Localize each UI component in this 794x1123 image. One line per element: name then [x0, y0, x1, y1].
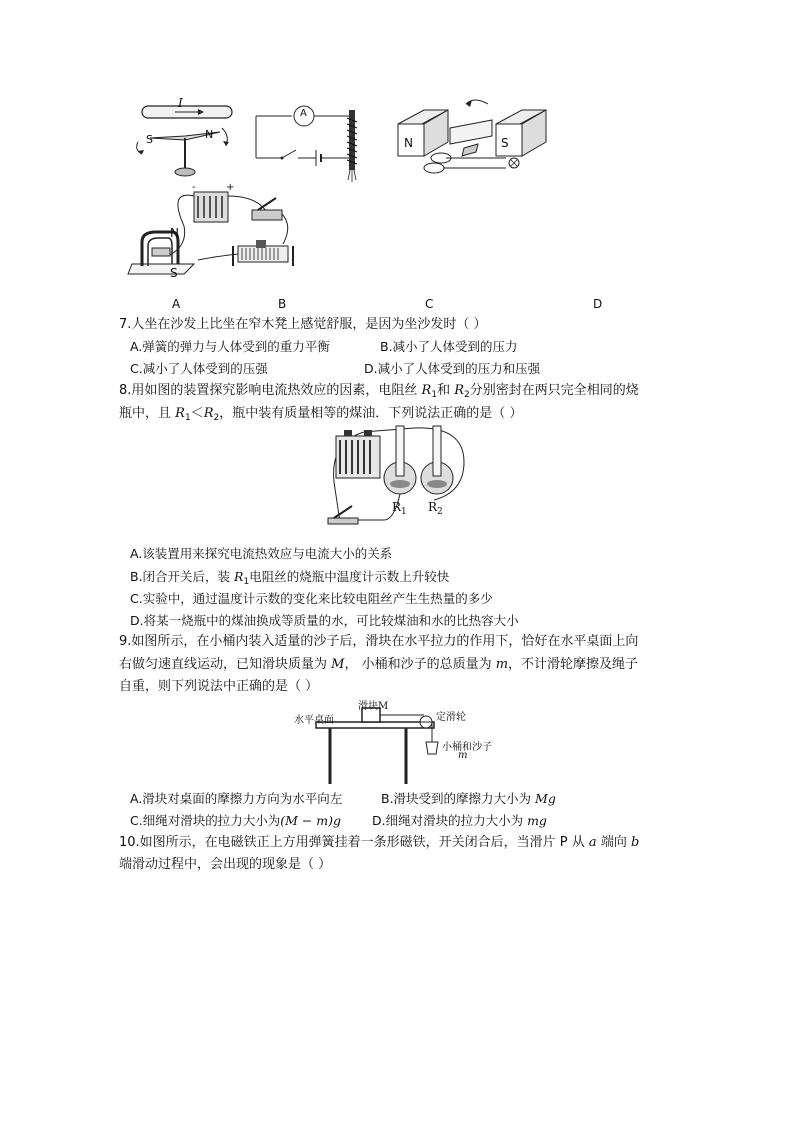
- choice-label-a: A: [172, 297, 181, 311]
- label-current-i: I: [178, 96, 183, 110]
- q9-fig-m-label: m: [458, 750, 468, 761]
- q9-stem-line1: 9.如图所示，在小桶内装入适量的沙子后，滑块在水平拉力的作用下，恰好在水平桌面上向: [119, 634, 639, 649]
- q9-option-b: B.滑块受到的摩擦力大小为 Mg: [381, 791, 556, 806]
- q9-fig-bucket-label: 小桶和沙子: [442, 742, 492, 753]
- q8-fig-label-r2: $R_2$: [428, 500, 443, 517]
- q7-option-b: B.减小了人体受到的压力: [380, 339, 518, 354]
- q10-stem-line1: 10.如图所示，在电磁铁正上方用弹簧挂着一条形磁铁，开关闭合后，当滑片 P 从 a 端向 b: [119, 835, 640, 850]
- q9-stem-line3: 自重，则下列说法中正确的是（ ）: [119, 679, 319, 694]
- figure-c-generator: [396, 96, 556, 181]
- figure-b-circuit: [252, 104, 372, 184]
- ammeter-label: A: [300, 108, 307, 119]
- q7-option-d: D.减小了人体受到的压力和压强: [364, 361, 541, 376]
- battery-minus: -: [192, 182, 196, 193]
- q9-option-c: C.细绳对滑块的拉力大小为(M − m)g: [130, 813, 342, 828]
- figure-d-motor: [128, 186, 303, 286]
- label-needle-s: S: [146, 133, 153, 146]
- q9-option-a: A.滑块对桌面的摩擦力方向为水平向左: [130, 791, 343, 806]
- q8-option-b: B.闭合开关后，装 $R_1$电阻丝的烧瓶中温度计示数上升较快: [130, 569, 450, 587]
- q7-stem: 7.人坐在沙发上比坐在窄木凳上感觉舒服，是因为坐沙发时（ ）: [119, 317, 487, 332]
- q8-fig-label-r1: $R_1$: [392, 500, 407, 517]
- q8-stem-line2: 瓶中，且 $R_1<R_2$，瓶中装有质量相等的煤油．下列说法正确的是（ ）: [119, 406, 523, 423]
- label-needle-n: N: [205, 128, 214, 141]
- q8-option-d: D.将某一烧瓶中的煤油换成等质量的水，可比较煤油和水的比热容大小: [130, 613, 519, 628]
- battery-plus: +: [226, 182, 235, 193]
- q9-stem-line2: 右做匀速直线运动，已知滑块质量为 M， 小桶和沙子的总质量为 m，不计滑轮摩擦及绳子: [119, 657, 639, 672]
- q7-option-a: A.弹簧的弹力与人体受到的重力平衡: [130, 339, 330, 354]
- q9-option-d: D.细绳对滑块的拉力大小为 mg: [372, 813, 547, 828]
- q8-option-a: A.该装置用来探究电流热效应与电流大小的关系: [130, 546, 393, 561]
- magnet-d-n-label: N: [170, 226, 179, 240]
- choice-label-b: B: [278, 297, 287, 311]
- magnet-d-s-label: S: [170, 266, 178, 280]
- q7-option-c: C.减小了人体受到的压强: [130, 361, 268, 376]
- q8-stem-line1: 8.用如图的装置探究影响电流热效应的因素，电阻丝 $R_1$和 $R_2$分别密封在两只完全相同的烧: [119, 383, 639, 400]
- q10-stem-line2: 端滑动过程中，会出现的现象是（ ）: [119, 857, 332, 872]
- q9-fig-table-label: 水平桌面: [294, 715, 334, 726]
- q9-fig-pulley-label: 定滑轮: [436, 712, 466, 723]
- q8-option-c: C.实验中，通过温度计示数的变化来比较电阻丝产生生热量的多少: [130, 591, 493, 606]
- choice-label-d: D: [593, 297, 603, 311]
- choice-label-c: C: [425, 297, 434, 311]
- magnet-s-label: S: [501, 136, 509, 150]
- magnet-n-label: N: [404, 136, 413, 150]
- q9-fig-block-label: 滑块M: [358, 701, 389, 712]
